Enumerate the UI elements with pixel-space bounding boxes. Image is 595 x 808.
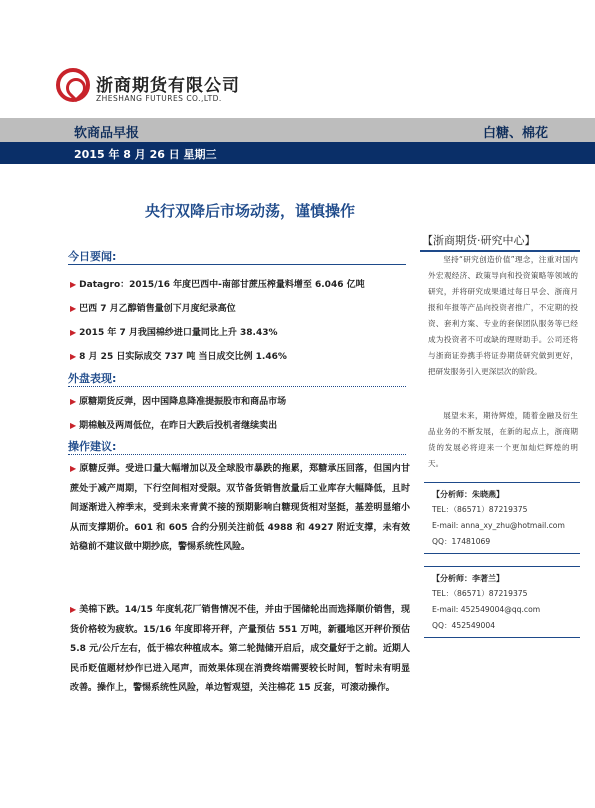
section-title-highlights: 今日要闻: bbox=[68, 250, 117, 263]
company-name-cn: 浙商期货有限公司 bbox=[96, 76, 240, 96]
bullet-arrow-icon: ▶ bbox=[70, 421, 77, 430]
report-date: 2015 年 8 月 26 日 星期三 bbox=[74, 148, 217, 161]
sidebar-title: 【浙商期货·研究中心】 bbox=[422, 234, 536, 247]
analyst-card bbox=[424, 566, 580, 638]
section-title-advice: 操作建议: bbox=[68, 440, 117, 453]
analyst-name: 【分析师：朱晓燕】 bbox=[432, 490, 504, 499]
list-item: ▶ 期棉触及两周低位，在昨日大跌后投机者继续卖出 bbox=[70, 421, 278, 431]
advice-cotton: ▶ 美棉下跌。14/15 年度轧花厂销售情况不佳，并由于国储轮出而选择顺价销售，现货价格较为疲软。15/16 年度即将开秤，产量预估 551 万吨，新疆地区开秤价预估 5.8 元/公斤左右，低于棉农种植成本。第二轮抛储开启后，成交量好于之前。近期人民币贬值题材炒作已进入尾声，而效果体现在消费终端需要较长时间，暂时未有明显改善。操作上，警惕系统性风险，单边暂观望，关注棉花 15 反套，可滚动操作。 bbox=[70, 605, 410, 693]
sidebar-outlook: 展望未来，期待辉煌，随着金融及衍生品业务的不断发展，在新的起点上，浙商期货的发展必将迎来一个更加灿烂辉煌的明天。 bbox=[428, 411, 578, 468]
section-title-overseas: 外盘表现: bbox=[68, 372, 117, 385]
analyst-name: 【分析师：李著兰】 bbox=[432, 574, 504, 583]
analyst-tel: TEL：（86571）87219375 bbox=[432, 589, 528, 598]
analyst-qq: QQ：452549004 bbox=[432, 621, 496, 630]
page-title: 央行双降后市场动荡，谨慎操作 bbox=[144, 202, 355, 220]
report-tag: 白糖、棉花 bbox=[482, 126, 548, 141]
section-divider bbox=[68, 454, 406, 455]
bullet-arrow-icon: ▶ bbox=[70, 304, 77, 313]
analyst-card bbox=[424, 482, 580, 554]
report-type: 软商品早报 bbox=[74, 126, 140, 141]
list-item: ▶ 原糖期货反弹，因中国降息降准提振股市和商品市场 bbox=[70, 397, 287, 407]
list-item: ▶ 2015 年 7 月我国棉纱进口量同比上升 38.43% bbox=[70, 328, 278, 338]
analyst-qq: QQ：17481069 bbox=[432, 537, 491, 546]
bullet-arrow-icon: ▶ bbox=[70, 464, 77, 473]
list-item: ▶ 巴西 7 月乙醇销售量创下月度纪录高位 bbox=[70, 304, 236, 314]
bullet-arrow-icon: ▶ bbox=[70, 605, 77, 614]
bullet-arrow-icon: ▶ bbox=[70, 352, 77, 361]
analyst-tel: TEL：（86571）87219375 bbox=[432, 505, 528, 514]
bullet-arrow-icon: ▶ bbox=[70, 328, 77, 337]
sidebar-intro: 坚持“研究创造价值”理念，注重对国内外宏观经济、政策导向和投资策略等领域的研究，并将研究成果通过每日早会、浙商月报和年报等产品向投资者推广，不定期的投资、套利方案、专业的套保团队服务等已经成为投资者不可或缺的理财助手。公司还将与浙商证券携手将证券期货研究做到更好，把研发服务引入更深层次的阶段。 bbox=[428, 255, 578, 376]
list-item: ▶ 8 月 25 日实际成交 737 吨 当日成交比例 1.46% bbox=[70, 352, 287, 362]
section-divider bbox=[68, 264, 406, 265]
section-divider bbox=[68, 386, 406, 387]
advice-sugar: ▶ 原糖反弹。受进口量大幅增加以及全球股市暴跌的拖累，郑糖承压回落，但国内甘蔗处于减产周期，下行空间相对受限。双节备货销售放量后工业库存大幅降低，且时间逐渐进入榨季末，受到未来青黄不接的预期影响白糖现货相对坚挺，基差明显缩小从而支撑期价。601 和 605 合约分别关注前低 4988 和 4927 附近支撑，未有效站稳前不建议做中期抄底，警惕系统性风险。 bbox=[70, 464, 410, 552]
analyst-email: E-mail: 452549004@qq.com bbox=[432, 605, 541, 614]
bullet-arrow-icon: ▶ bbox=[70, 280, 77, 289]
analyst-email: E-mail: anna_xy_zhu@hotmail.com bbox=[432, 521, 565, 530]
company-logo-icon bbox=[56, 68, 90, 102]
list-item: ▶ Datagro：2015/16 年度巴西中-南部甘蔗压榨量料增至 6.046 亿吨 bbox=[70, 280, 365, 290]
company-name-en: ZHESHANG FUTURES CO.,LTD. bbox=[96, 94, 222, 103]
bullet-arrow-icon: ▶ bbox=[70, 397, 77, 406]
